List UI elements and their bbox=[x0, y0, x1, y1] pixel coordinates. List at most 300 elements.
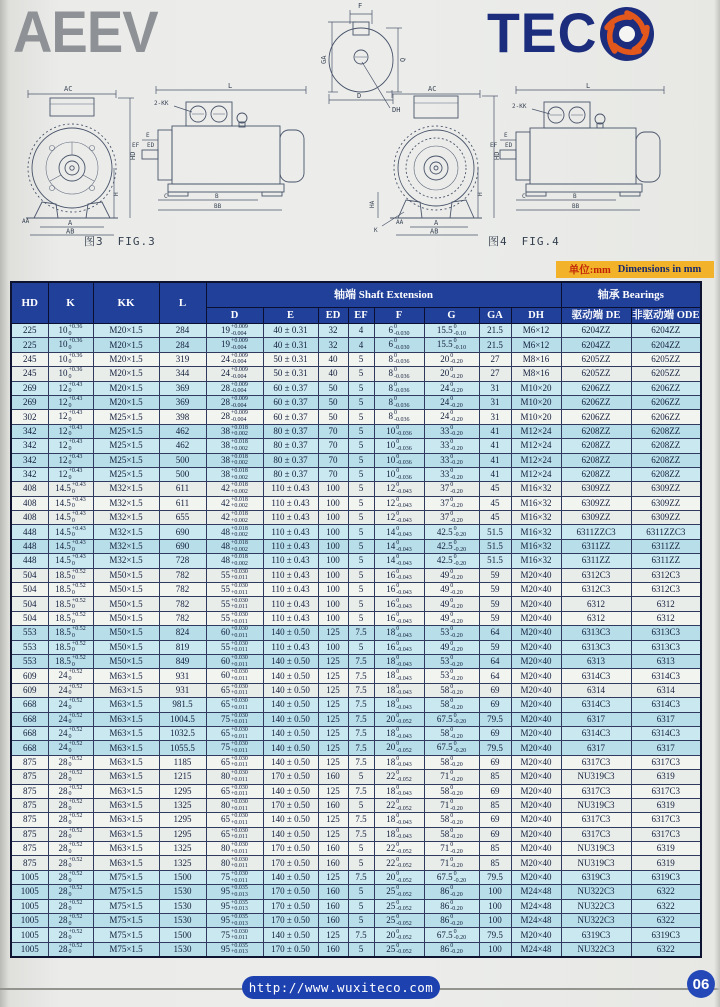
cell-ga: 27 bbox=[479, 367, 511, 381]
cell-hd: 448 bbox=[11, 539, 48, 553]
cell-hd: 1005 bbox=[11, 899, 48, 913]
cell-ed: 100 bbox=[318, 554, 348, 568]
fig4-caption-en: FIG.4 bbox=[521, 235, 560, 248]
cell-f: 10 0 -0.036 bbox=[374, 467, 424, 481]
cell-ef: 5 bbox=[348, 770, 374, 784]
cell-ga: 31 bbox=[479, 395, 511, 409]
cell-hd: 1005 bbox=[11, 942, 48, 957]
cell-g: 24 0 -0.20 bbox=[424, 381, 479, 395]
cell-g: 71 0 -0.20 bbox=[424, 770, 479, 784]
cell-k: 28 +0.52 0 bbox=[48, 798, 93, 812]
cell-k: 18.5 +0.52 0 bbox=[48, 640, 93, 654]
cell-ga: 59 bbox=[479, 611, 511, 625]
cell-hd: 448 bbox=[11, 525, 48, 539]
cell-g: 58 0 -0.20 bbox=[424, 698, 479, 712]
cell-e: 140 ± 0.50 bbox=[263, 654, 318, 668]
table-row bbox=[11, 539, 701, 553]
cell-k: 14.5 +0.43 0 bbox=[48, 482, 93, 496]
page-title: AEEV bbox=[13, 0, 158, 65]
cell-l: 284 bbox=[159, 338, 206, 352]
cell-dh: M20×40 bbox=[511, 611, 561, 625]
cell-k: 24 +0.52 0 bbox=[48, 698, 93, 712]
cell-e: 40 ± 0.31 bbox=[263, 338, 318, 352]
table-row bbox=[11, 669, 701, 683]
cell-de: 6314C3 bbox=[561, 698, 631, 712]
cell-k: 28 +0.52 0 bbox=[48, 942, 93, 957]
cell-d: 55 +0.030 +0.011 bbox=[206, 583, 263, 597]
cell-hd: 875 bbox=[11, 770, 48, 784]
cell-k: 24 +0.52 0 bbox=[48, 726, 93, 740]
footer-url: http://www.wuxiteco.com bbox=[242, 976, 440, 999]
fig4-caption-cn: 图4 bbox=[488, 235, 508, 248]
cell-ef: 7.5 bbox=[348, 741, 374, 755]
cell-ode: 6317C3 bbox=[631, 827, 701, 841]
cell-l: 284 bbox=[159, 324, 206, 338]
cell-f: 18 0 -0.043 bbox=[374, 755, 424, 769]
fig4-label-e: E bbox=[504, 132, 508, 139]
table-header bbox=[11, 282, 701, 324]
cell-g: 53 0 -0.20 bbox=[424, 654, 479, 668]
cell-ef: 5 bbox=[348, 410, 374, 424]
table-row bbox=[11, 611, 701, 625]
cell-d: 95 +0.035 +0.013 bbox=[206, 914, 263, 928]
cell-dh: M16×32 bbox=[511, 482, 561, 496]
cell-d: 38 +0.018 +0.002 bbox=[206, 424, 263, 438]
cell-de: 6313C3 bbox=[561, 626, 631, 640]
cell-ga: 64 bbox=[479, 654, 511, 668]
cell-g: 15.5 0 -0.10 bbox=[424, 324, 479, 338]
cell-ed: 100 bbox=[318, 597, 348, 611]
table-row bbox=[11, 467, 701, 481]
cell-ed: 125 bbox=[318, 755, 348, 769]
cell-e: 170 ± 0.50 bbox=[263, 914, 318, 928]
cell-ef: 5 bbox=[348, 611, 374, 625]
fig3-label-ef: EF bbox=[132, 142, 140, 149]
table-row bbox=[11, 842, 701, 856]
cell-d: 48 +0.018 +0.002 bbox=[206, 554, 263, 568]
cell-kk: M63×1.5 bbox=[93, 842, 159, 856]
cell-de: 6208ZZ bbox=[561, 424, 631, 438]
cell-e: 170 ± 0.50 bbox=[263, 842, 318, 856]
fig4-label-ef: EF bbox=[490, 142, 498, 149]
cell-f: 14 0 -0.043 bbox=[374, 554, 424, 568]
cell-ef: 5 bbox=[348, 568, 374, 582]
cell-de: 6204ZZ bbox=[561, 324, 631, 338]
cell-dh: M24×48 bbox=[511, 942, 561, 957]
fig3-caption bbox=[84, 233, 170, 249]
fig4-label-2kk: 2-KK bbox=[512, 103, 527, 110]
cell-dh: M16×32 bbox=[511, 496, 561, 510]
cell-k: 28 +0.52 0 bbox=[48, 755, 93, 769]
cell-kk: M50×1.5 bbox=[93, 583, 159, 597]
cell-ga: 59 bbox=[479, 568, 511, 582]
cell-d: 55 +0.030 +0.011 bbox=[206, 568, 263, 582]
unit-label-en: Dimensions in mm bbox=[617, 264, 702, 275]
fig3-label-c: C bbox=[164, 193, 168, 200]
col-header-ef: EF bbox=[348, 308, 374, 324]
cell-f: 18 0 -0.043 bbox=[374, 626, 424, 640]
cell-f: 18 0 -0.043 bbox=[374, 683, 424, 697]
cell-d: 19 +0.009 -0.004 bbox=[206, 324, 263, 338]
cell-kk: M20×1.5 bbox=[93, 367, 159, 381]
cell-kk: M63×1.5 bbox=[93, 827, 159, 841]
cell-ed: 160 bbox=[318, 942, 348, 957]
cell-ed: 100 bbox=[318, 611, 348, 625]
cell-ed: 125 bbox=[318, 827, 348, 841]
cell-kk: M63×1.5 bbox=[93, 669, 159, 683]
cell-d: 95 +0.035 +0.013 bbox=[206, 885, 263, 899]
cell-k: 12 +0.43 0 bbox=[48, 439, 93, 453]
fig4-label-hd: HD bbox=[493, 151, 501, 160]
cell-f: 8 0 -0.036 bbox=[374, 352, 424, 366]
fig3-drawing bbox=[6, 80, 362, 238]
cell-k: 28 +0.52 0 bbox=[48, 899, 93, 913]
cell-kk: M75×1.5 bbox=[93, 914, 159, 928]
cell-e: 110 ± 0.43 bbox=[263, 583, 318, 597]
cell-f: 8 0 -0.036 bbox=[374, 381, 424, 395]
cell-ed: 70 bbox=[318, 453, 348, 467]
cell-g: 20 0 -0.20 bbox=[424, 352, 479, 366]
cell-ef: 7.5 bbox=[348, 827, 374, 841]
cell-ef: 5 bbox=[348, 899, 374, 913]
cell-ef: 5 bbox=[348, 496, 374, 510]
cell-g: 58 0 -0.20 bbox=[424, 755, 479, 769]
cell-k: 28 +0.52 0 bbox=[48, 856, 93, 870]
cell-f: 18 0 -0.043 bbox=[374, 654, 424, 668]
cell-d: 80 +0.030 +0.011 bbox=[206, 856, 263, 870]
cell-ode: 6311ZZ bbox=[631, 554, 701, 568]
cell-de: 6208ZZ bbox=[561, 467, 631, 481]
cell-de: 6312 bbox=[561, 597, 631, 611]
cell-f: 22 0 -0.052 bbox=[374, 856, 424, 870]
cell-ef: 7.5 bbox=[348, 928, 374, 942]
cell-de: 6319C3 bbox=[561, 870, 631, 884]
cell-e: 140 ± 0.50 bbox=[263, 784, 318, 798]
cell-de: 6312 bbox=[561, 611, 631, 625]
cell-ef: 5 bbox=[348, 439, 374, 453]
cell-f: 14 0 -0.043 bbox=[374, 525, 424, 539]
cell-ode: 6208ZZ bbox=[631, 453, 701, 467]
cell-ode: 6319C3 bbox=[631, 928, 701, 942]
cell-dh: M10×20 bbox=[511, 395, 561, 409]
cell-kk: M20×1.5 bbox=[93, 338, 159, 352]
cell-l: 1530 bbox=[159, 899, 206, 913]
cell-f: 18 0 -0.043 bbox=[374, 698, 424, 712]
cell-g: 86 0 -0.20 bbox=[424, 914, 479, 928]
cell-g: 86 0 -0.20 bbox=[424, 885, 479, 899]
cell-l: 1032.5 bbox=[159, 726, 206, 740]
fig3-label-ac: AC bbox=[64, 85, 73, 93]
cell-ode: 6204ZZ bbox=[631, 324, 701, 338]
cell-l: 1185 bbox=[159, 755, 206, 769]
cell-k: 14.5 +0.43 0 bbox=[48, 511, 93, 525]
fig4-label-aa: AA bbox=[396, 219, 404, 226]
fig4-label-ab: AB bbox=[430, 227, 439, 236]
cell-e: 60 ± 0.37 bbox=[263, 381, 318, 395]
fig4-caption bbox=[488, 233, 574, 249]
cell-g: 20 0 -0.20 bbox=[424, 367, 479, 381]
cell-l: 782 bbox=[159, 611, 206, 625]
cell-ode: 6319 bbox=[631, 798, 701, 812]
cell-ga: 85 bbox=[479, 856, 511, 870]
cell-ed: 125 bbox=[318, 741, 348, 755]
cell-kk: M63×1.5 bbox=[93, 741, 159, 755]
cell-k: 28 +0.52 0 bbox=[48, 784, 93, 798]
cell-ef: 7.5 bbox=[348, 726, 374, 740]
cell-hd: 875 bbox=[11, 842, 48, 856]
fig4-label-b: B bbox=[573, 193, 577, 200]
cell-e: 140 ± 0.50 bbox=[263, 626, 318, 640]
cell-ef: 7.5 bbox=[348, 698, 374, 712]
cell-hd: 269 bbox=[11, 381, 48, 395]
cell-ga: 100 bbox=[479, 899, 511, 913]
cell-dh: M20×40 bbox=[511, 770, 561, 784]
cell-kk: M50×1.5 bbox=[93, 626, 159, 640]
cell-e: 140 ± 0.50 bbox=[263, 683, 318, 697]
cell-ed: 160 bbox=[318, 770, 348, 784]
cell-d: 65 +0.030 +0.011 bbox=[206, 827, 263, 841]
cell-ef: 7.5 bbox=[348, 683, 374, 697]
cell-ga: 31 bbox=[479, 381, 511, 395]
cell-e: 50 ± 0.31 bbox=[263, 352, 318, 366]
cell-kk: M63×1.5 bbox=[93, 755, 159, 769]
cell-hd: 408 bbox=[11, 482, 48, 496]
table-row bbox=[11, 654, 701, 668]
cell-ef: 7.5 bbox=[348, 870, 374, 884]
table-row bbox=[11, 712, 701, 726]
cell-l: 1530 bbox=[159, 942, 206, 957]
cell-hd: 609 bbox=[11, 683, 48, 697]
cell-g: 49 0 -0.20 bbox=[424, 611, 479, 625]
cell-k: 18.5 +0.52 0 bbox=[48, 597, 93, 611]
cell-ef: 5 bbox=[348, 352, 374, 366]
cell-ef: 5 bbox=[348, 798, 374, 812]
cell-ga: 69 bbox=[479, 698, 511, 712]
cell-kk: M63×1.5 bbox=[93, 712, 159, 726]
cell-ed: 125 bbox=[318, 813, 348, 827]
cell-ef: 5 bbox=[348, 640, 374, 654]
cell-d: 38 +0.018 +0.002 bbox=[206, 453, 263, 467]
cell-l: 1325 bbox=[159, 842, 206, 856]
table-row bbox=[11, 885, 701, 899]
cell-de: NU322C3 bbox=[561, 899, 631, 913]
cell-ed: 50 bbox=[318, 410, 348, 424]
cell-ode: 6319 bbox=[631, 856, 701, 870]
cell-g: 58 0 -0.20 bbox=[424, 726, 479, 740]
cell-dh: M24×48 bbox=[511, 914, 561, 928]
cell-ga: 41 bbox=[479, 424, 511, 438]
cell-k: 24 +0.52 0 bbox=[48, 683, 93, 697]
cell-ef: 5 bbox=[348, 367, 374, 381]
cell-ed: 70 bbox=[318, 439, 348, 453]
cell-e: 110 ± 0.43 bbox=[263, 539, 318, 553]
cell-k: 24 +0.52 0 bbox=[48, 669, 93, 683]
cell-g: 49 0 -0.20 bbox=[424, 583, 479, 597]
cell-hd: 668 bbox=[11, 698, 48, 712]
cell-k: 28 +0.52 0 bbox=[48, 813, 93, 827]
cell-f: 20 0 -0.052 bbox=[374, 741, 424, 755]
table-row bbox=[11, 928, 701, 942]
cell-l: 824 bbox=[159, 626, 206, 640]
col-header-de: 驱动端 DE bbox=[561, 308, 631, 324]
cell-hd: 342 bbox=[11, 424, 48, 438]
table-body bbox=[11, 324, 701, 958]
fig3-label-bb: BB bbox=[214, 203, 222, 210]
cell-ode: 6314C3 bbox=[631, 698, 701, 712]
cell-kk: M50×1.5 bbox=[93, 611, 159, 625]
cell-ga: 100 bbox=[479, 885, 511, 899]
cell-kk: M32×1.5 bbox=[93, 482, 159, 496]
cell-ode: 6314C3 bbox=[631, 669, 701, 683]
dim-label-ga: GA bbox=[320, 55, 328, 64]
cell-ode: 6312 bbox=[631, 611, 701, 625]
fig4-label-k: K bbox=[374, 227, 378, 234]
cell-k: 28 +0.52 0 bbox=[48, 914, 93, 928]
cell-l: 1325 bbox=[159, 856, 206, 870]
cell-de: 6313C3 bbox=[561, 640, 631, 654]
cell-ed: 100 bbox=[318, 539, 348, 553]
dim-label-q: Q bbox=[399, 57, 407, 62]
cell-ode: 6322 bbox=[631, 942, 701, 957]
cell-d: 80 +0.030 +0.011 bbox=[206, 842, 263, 856]
cell-d: 75 +0.030 +0.011 bbox=[206, 741, 263, 755]
cell-ef: 5 bbox=[348, 395, 374, 409]
cell-k: 10 +0.36 0 bbox=[48, 324, 93, 338]
cell-ga: 79.5 bbox=[479, 928, 511, 942]
cell-d: 75 +0.030 +0.011 bbox=[206, 928, 263, 942]
cell-ode: 6309ZZ bbox=[631, 496, 701, 510]
cell-de: NU319C3 bbox=[561, 798, 631, 812]
cell-ode: 6309ZZ bbox=[631, 482, 701, 496]
cell-hd: 668 bbox=[11, 712, 48, 726]
cell-kk: M50×1.5 bbox=[93, 568, 159, 582]
cell-kk: M32×1.5 bbox=[93, 539, 159, 553]
cell-dh: M20×40 bbox=[511, 784, 561, 798]
cell-kk: M75×1.5 bbox=[93, 899, 159, 913]
page-number-badge: 06 bbox=[687, 970, 715, 998]
cell-ga: 69 bbox=[479, 726, 511, 740]
cell-k: 12 +0.43 0 bbox=[48, 424, 93, 438]
cell-kk: M20×1.5 bbox=[93, 352, 159, 366]
cell-ed: 125 bbox=[318, 654, 348, 668]
cell-l: 1500 bbox=[159, 928, 206, 942]
table-row bbox=[11, 583, 701, 597]
cell-e: 170 ± 0.50 bbox=[263, 942, 318, 957]
cell-ef: 5 bbox=[348, 525, 374, 539]
cell-k: 18.5 +0.52 0 bbox=[48, 626, 93, 640]
cell-ga: 41 bbox=[479, 453, 511, 467]
cell-ga: 69 bbox=[479, 784, 511, 798]
table-row bbox=[11, 367, 701, 381]
cell-e: 110 ± 0.43 bbox=[263, 511, 318, 525]
cell-e: 60 ± 0.37 bbox=[263, 410, 318, 424]
cell-ode: 6206ZZ bbox=[631, 410, 701, 424]
cell-f: 18 0 -0.043 bbox=[374, 669, 424, 683]
cell-g: 33 0 -0.20 bbox=[424, 467, 479, 481]
cell-de: 6313 bbox=[561, 654, 631, 668]
cell-l: 1295 bbox=[159, 827, 206, 841]
cell-ef: 7.5 bbox=[348, 669, 374, 683]
cell-d: 42 +0.018 +0.002 bbox=[206, 496, 263, 510]
cell-ga: 41 bbox=[479, 439, 511, 453]
cell-f: 16 0 -0.043 bbox=[374, 583, 424, 597]
cell-dh: M20×40 bbox=[511, 568, 561, 582]
cell-l: 1530 bbox=[159, 914, 206, 928]
cell-ga: 51.5 bbox=[479, 554, 511, 568]
cell-hd: 875 bbox=[11, 755, 48, 769]
cell-ed: 100 bbox=[318, 583, 348, 597]
cell-dh: M20×40 bbox=[511, 583, 561, 597]
cell-dh: M8×16 bbox=[511, 367, 561, 381]
col-header-shaft-extension: 轴端 Shaft Extension bbox=[206, 282, 561, 308]
cell-g: 15.5 0 -0.10 bbox=[424, 338, 479, 352]
cell-ef: 5 bbox=[348, 539, 374, 553]
cell-d: 48 +0.018 +0.002 bbox=[206, 539, 263, 553]
cell-ef: 7.5 bbox=[348, 712, 374, 726]
cell-dh: M20×40 bbox=[511, 597, 561, 611]
cell-de: NU322C3 bbox=[561, 885, 631, 899]
cell-k: 10 +0.36 0 bbox=[48, 338, 93, 352]
cell-e: 140 ± 0.50 bbox=[263, 755, 318, 769]
cell-f: 20 0 -0.052 bbox=[374, 928, 424, 942]
cell-l: 1295 bbox=[159, 784, 206, 798]
cell-k: 28 +0.52 0 bbox=[48, 827, 93, 841]
cell-f: 25 0 -0.052 bbox=[374, 885, 424, 899]
cell-dh: M20×40 bbox=[511, 712, 561, 726]
cell-de: 6309ZZ bbox=[561, 511, 631, 525]
cell-ed: 160 bbox=[318, 885, 348, 899]
cell-hd: 875 bbox=[11, 813, 48, 827]
cell-hd: 875 bbox=[11, 784, 48, 798]
cell-ef: 7.5 bbox=[348, 755, 374, 769]
cell-hd: 269 bbox=[11, 395, 48, 409]
cell-ga: 21.5 bbox=[479, 324, 511, 338]
cell-d: 28 +0.009 -0.004 bbox=[206, 395, 263, 409]
cell-ode: 6317 bbox=[631, 712, 701, 726]
cell-d: 65 +0.030 +0.011 bbox=[206, 726, 263, 740]
cell-hd: 1005 bbox=[11, 928, 48, 942]
cell-ode: 6317C3 bbox=[631, 813, 701, 827]
cell-f: 20 0 -0.052 bbox=[374, 870, 424, 884]
cell-e: 140 ± 0.50 bbox=[263, 741, 318, 755]
cell-e: 170 ± 0.50 bbox=[263, 798, 318, 812]
cell-e: 60 ± 0.37 bbox=[263, 395, 318, 409]
cell-de: 6317C3 bbox=[561, 784, 631, 798]
cell-l: 690 bbox=[159, 539, 206, 553]
cell-k: 28 +0.52 0 bbox=[48, 885, 93, 899]
col-header-ga: GA bbox=[479, 308, 511, 324]
cell-kk: M75×1.5 bbox=[93, 928, 159, 942]
cell-dh: M16×32 bbox=[511, 554, 561, 568]
cell-d: 65 +0.030 +0.011 bbox=[206, 755, 263, 769]
cell-ef: 5 bbox=[348, 467, 374, 481]
cell-k: 14.5 +0.43 0 bbox=[48, 496, 93, 510]
cell-f: 14 0 -0.043 bbox=[374, 539, 424, 553]
fig4-label-bb: BB bbox=[572, 203, 580, 210]
cell-ode: 6319 bbox=[631, 770, 701, 784]
cell-e: 140 ± 0.50 bbox=[263, 928, 318, 942]
table-row bbox=[11, 813, 701, 827]
cell-ed: 50 bbox=[318, 395, 348, 409]
fig3-label-h: H bbox=[113, 192, 120, 196]
cell-de: NU322C3 bbox=[561, 914, 631, 928]
cell-dh: M20×40 bbox=[511, 640, 561, 654]
cell-ode: 6205ZZ bbox=[631, 367, 701, 381]
table-row bbox=[11, 338, 701, 352]
table-row bbox=[11, 726, 701, 740]
cell-l: 655 bbox=[159, 511, 206, 525]
cell-ed: 100 bbox=[318, 496, 348, 510]
